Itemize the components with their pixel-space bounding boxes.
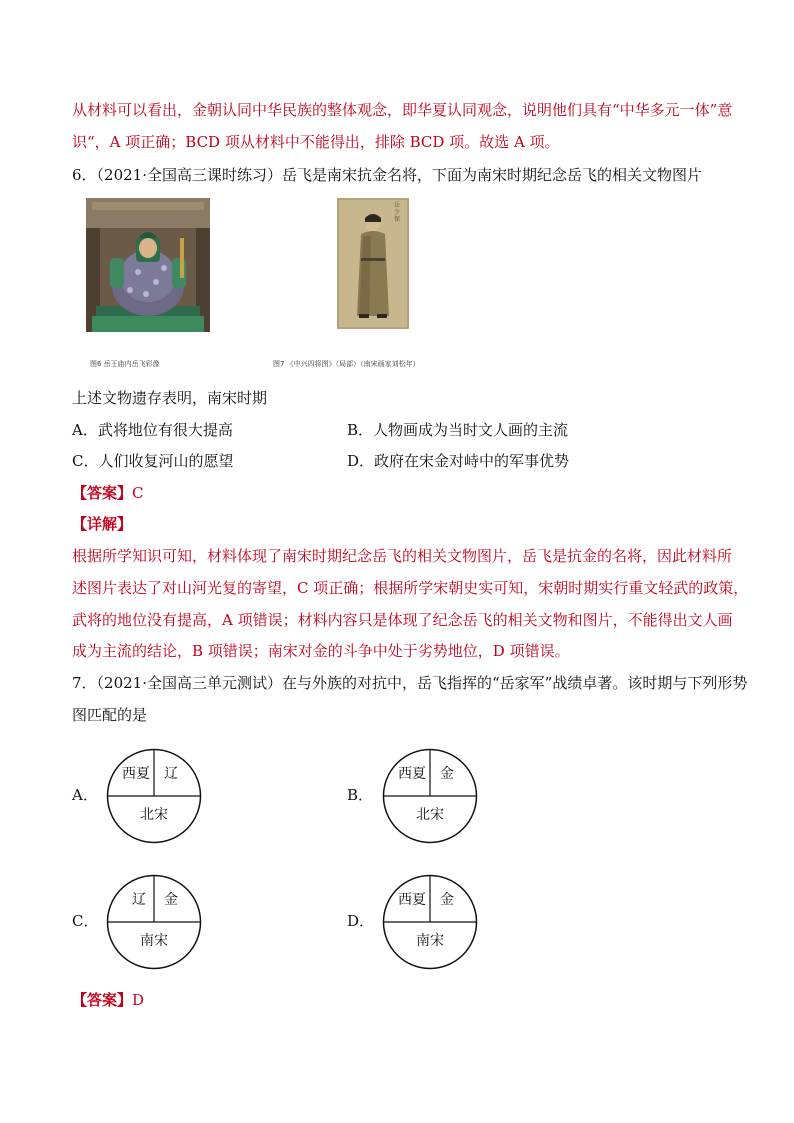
- q6-option-c: C．人们收复河山的愿望: [72, 452, 234, 470]
- painting-inscription: 岳 少 保: [394, 202, 401, 223]
- q6-prompt: 上述文物遗存表明，南宋时期: [72, 389, 268, 407]
- q7-stem-line-2: 图匹配的是: [72, 706, 148, 724]
- q7-option-b-map: [382, 748, 478, 844]
- explain-tag: 【详解】: [72, 515, 133, 533]
- q7-stem-line-1: 7．（2021·全国高三单元测试）在与外族的对抗中，岳飞指挥的“岳家军”战绩卓著。该时期与下列形势: [72, 674, 748, 692]
- map-b-right: 金: [440, 766, 454, 782]
- q6-explain-line-1: 根据所学知识可知，材料体现了南宋时期纪念岳飞的相关文物图片，岳飞是抗金的名将，因此材料所: [72, 547, 733, 565]
- figure-6-caption: 图6 岳王庙内岳飞彩像: [90, 360, 160, 368]
- q7-option-a-map: [106, 748, 202, 844]
- map-c-right: 金: [164, 892, 178, 908]
- q7-option-a-label: A．: [72, 786, 98, 804]
- q7-option-d-map: [382, 874, 478, 970]
- answer-tag: 【答案】: [72, 991, 133, 1009]
- figure-7-caption: 图7 《中兴四将图》（局部）（南宋画家刘松年）: [273, 360, 420, 368]
- q6-explain-line-3: 武将的地位没有提高，A 项错误；材料内容只是体现了纪念岳飞的相关文物和图片，不能得出文人画: [72, 611, 733, 629]
- map-b-bottom: 北宋: [416, 807, 444, 823]
- q6-answer: [72, 483, 144, 503]
- map-d-left: 西夏: [398, 892, 426, 908]
- q6-option-d: D．政府在宋金对峙中的军事优势: [347, 452, 570, 470]
- zhongxing-painting: [337, 198, 409, 329]
- q7-option-d-label: D．: [347, 912, 375, 930]
- q7-option-c-map: [106, 874, 202, 970]
- map-a-left: 西夏: [122, 766, 150, 782]
- map-d-bottom: 南宋: [416, 933, 444, 949]
- q6-explain-line-4: 成为主流的结论，B 项错误；南宋对金的斗争中处于劣势地位，D 项错误。: [72, 642, 570, 660]
- map-b-left: 西夏: [398, 766, 426, 782]
- map-a-bottom: 北宋: [140, 807, 168, 823]
- q7-option-c-label: C．: [72, 912, 99, 930]
- answer-value: C: [132, 484, 144, 502]
- q6-stem: 6．（2021·全国高三课时练习）岳飞是南宋抗金名将，下面为南宋时期纪念岳飞的相关文物图片: [72, 166, 702, 184]
- q6-explain-line-2: 述图片表达了对山河光复的寄望，C 项正确；根据所学宋朝史实可知，宋朝时期实行重文轻武的政策，: [72, 579, 749, 597]
- q6-option-a: A．武将地位有很大提高: [72, 421, 233, 439]
- intro-line-1: 从材料可以看出，金朝认同中华民族的整体观念，即华夏认同观念，说明他们具有“中华多元一体”意: [72, 101, 733, 119]
- answer-tag: 【答案】: [72, 484, 133, 502]
- map-c-bottom: 南宋: [140, 933, 168, 949]
- yue-fei-statue-photo: [86, 198, 210, 332]
- answer-value: D: [132, 991, 145, 1009]
- q6-option-b: B．人物画成为当时文人画的主流: [347, 421, 569, 439]
- map-a-right: 辽: [164, 766, 178, 782]
- q6-explain-heading: [72, 514, 132, 534]
- map-c-left: 辽: [132, 892, 146, 908]
- intro-line-2: 识“，A 项正确；BCD 项从材料中不能得出，排除 BCD 项。故选 A 项。: [72, 133, 560, 151]
- map-d-right: 金: [440, 892, 454, 908]
- q7-answer: [72, 990, 144, 1010]
- q7-option-b-label: B．: [347, 786, 374, 804]
